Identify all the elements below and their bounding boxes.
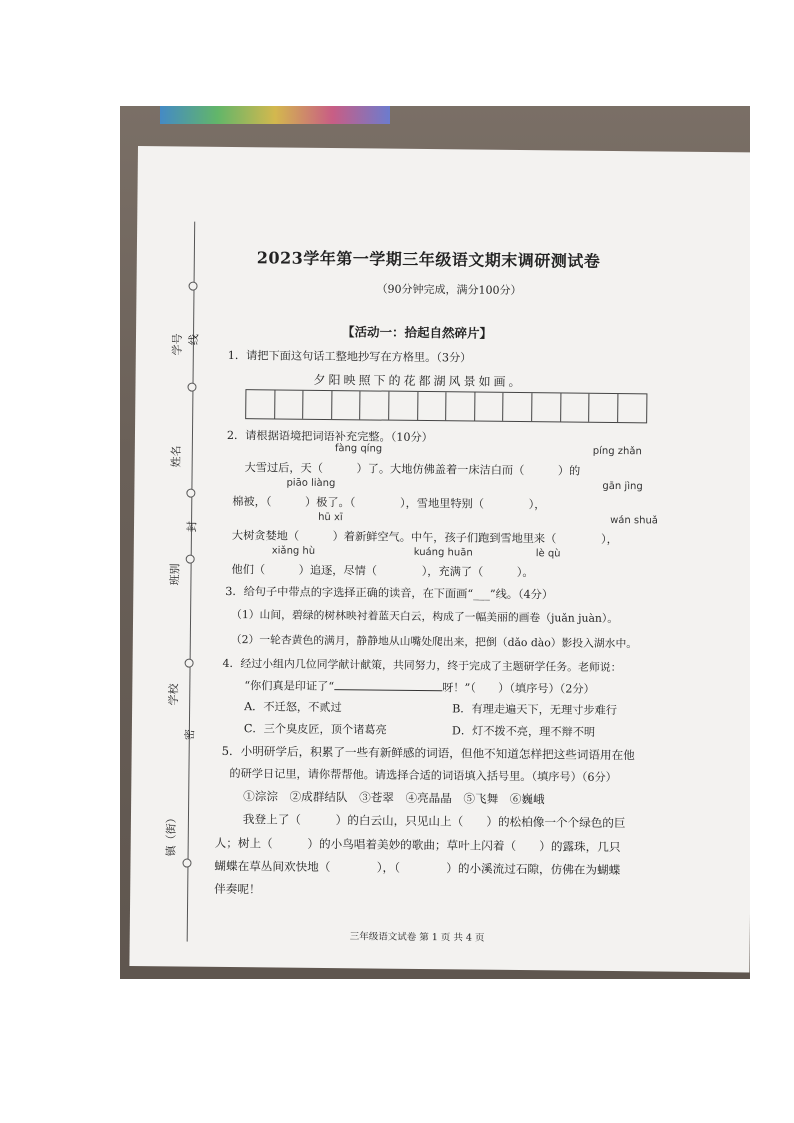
q2-pinyin: gān jìng [602, 480, 643, 493]
q2-line[interactable]: 大雪过后，天（ ）了。大地仿佛盖着一床洁白而（ ）的 [244, 461, 581, 478]
writing-box[interactable] [361, 391, 390, 419]
exam-title: 2023学年第一学期三年级语文期末调研测试卷 [256, 248, 601, 271]
q4-option-a[interactable]: A．不迁怒，不贰过 [244, 700, 342, 715]
q4-quote [244, 677, 595, 697]
q4-quote-close: 呀！”（ ）（填序号）（2分） [442, 681, 595, 696]
q5-passage-line[interactable]: 我登上了（ ）的白云山，只见山上（ ）的松柏像一个个绿色的巨 [242, 812, 626, 831]
writing-box[interactable] [503, 393, 532, 421]
writing-box[interactable] [618, 394, 647, 422]
binding-hole-circle [186, 489, 195, 498]
writing-box[interactable] [446, 392, 475, 420]
writing-box[interactable] [303, 391, 332, 419]
colored-object-strip [160, 106, 390, 124]
margin-label-line: 线 [187, 334, 201, 346]
binding-hole-circle [186, 555, 195, 564]
q4-answer-blank[interactable] [334, 679, 442, 691]
q1-sentence: 夕阳映照下的花都湖风景如画。 [313, 372, 524, 390]
q5-passage-line: 伴奏呢！ [214, 881, 261, 897]
q2-pinyin: hū xī [318, 511, 343, 524]
margin-label-school: 学校 [167, 683, 181, 706]
exam-paper [129, 146, 750, 972]
writing-box[interactable] [418, 392, 447, 420]
q3-sentence-2[interactable]: （2）一轮杏黄色的满月，静静地从山嘴处爬出来，把倒（dǎo dào）影投入湖水中。 [230, 632, 638, 651]
binding-hole-circle [182, 859, 191, 868]
binding-hole-circle [185, 659, 194, 668]
writing-box[interactable] [389, 392, 418, 420]
q5-word-bank: ①淙淙 ②成群结队 ③苍翠 ④亮晶晶 ⑤飞舞 ⑥巍峨 [243, 789, 545, 807]
margin-label-name: 姓名 [169, 445, 183, 468]
binding-hole-circle [188, 282, 197, 291]
q4-prompt: 4．经过小组内几位同学献计献策，共同努力，终于完成了主题研学任务。老师说： [222, 656, 622, 675]
margin-label-student-id: 学号 [170, 333, 185, 356]
section-heading: 【活动一：拾起自然碎片】 [341, 324, 493, 341]
binding-line [187, 222, 196, 942]
writing-box[interactable] [589, 394, 618, 422]
page-footer: 三年级语文试卷 第 1 页 共 4 页 [349, 931, 485, 944]
q2-line[interactable]: 他们（ ）追逐，尽情（ ），充满了（ ）。 [231, 563, 534, 580]
writing-box[interactable] [275, 390, 304, 418]
q2-pinyin: wán shuǎ [610, 514, 659, 527]
q2-pinyin: kuáng huān [413, 546, 473, 559]
writing-box[interactable] [561, 393, 590, 421]
q2-line[interactable]: 大树贪婪地（ ）着新鲜空气。中午，孩子们跑到雪地里来（ ）， [231, 529, 618, 547]
q4-option-d[interactable]: D．灯不拨不亮，理不辩不明 [451, 724, 596, 739]
q2-line[interactable]: 棉被，（ ）极了。（ ），雪地里特别（ ）， [232, 495, 546, 512]
q5-prompt-line-2: 的研学日记里，请你帮帮他。请选择合适的词语填入括号里。（填序号）（6分） [229, 766, 617, 785]
margin-label-class: 班别 [168, 563, 182, 586]
q5-prompt-line-1: 5．小明研学后，积累了一些有新鲜感的词语，但他不知道怎样把这些词语用在他 [221, 743, 635, 763]
q2-pinyin: piāo liàng [286, 477, 336, 490]
q5-passage-line[interactable]: 人；树上（ ）的小鸟唱着美妙的歌曲；草叶上闪着（ ）的露珠，几只 [214, 835, 621, 855]
q2-pinyin: fàng qíng [334, 443, 383, 455]
writing-box[interactable] [475, 393, 504, 421]
q2-pinyin: píng zhǎn [592, 445, 642, 458]
writing-box[interactable] [332, 391, 361, 419]
binding-hole-circle [187, 383, 196, 392]
writing-box[interactable] [532, 393, 561, 421]
q3-prompt: 3．给句子中带点的字选择正确的读音，在下面画“___”线。（4分） [225, 584, 554, 602]
margin-label-seal: 封 [185, 521, 199, 533]
writing-box[interactable] [246, 390, 275, 418]
q4-option-c[interactable]: C．三个臭皮匠，顶个诸葛亮 [243, 722, 387, 737]
photo-background [120, 106, 750, 979]
q1-prompt: 1．请把下面这句话工整地抄写在方格里。（3分） [227, 348, 472, 365]
q2-pinyin: lè qù [535, 548, 561, 560]
q1-writing-grid[interactable] [245, 389, 648, 423]
q2-prompt: 2．请根据语境把词语补充完整。（10分） [226, 428, 433, 445]
margin-label-secret: 密 [183, 729, 197, 741]
q4-quote-open: “你们真是印证了“ [244, 679, 335, 694]
q3-sentence-1[interactable]: （1）山间，碧绿的树林映衬着蓝天白云，构成了一幅美丽的画卷（juǎn juàn）。 [231, 608, 619, 626]
q2-pinyin: xiǎng hù [271, 545, 316, 557]
exam-subtitle: （90分钟完成，满分100分） [376, 282, 522, 298]
margin-label-town: 镇（街） [164, 812, 179, 857]
q4-option-b[interactable]: B．有理走遍天下，无理寸步难行 [452, 702, 618, 718]
q5-passage-line[interactable]: 蝴蝶在草丛间欢快地（ ），（ ）的小溪流过石隙，仿佛在为蝴蝶 [214, 858, 621, 878]
